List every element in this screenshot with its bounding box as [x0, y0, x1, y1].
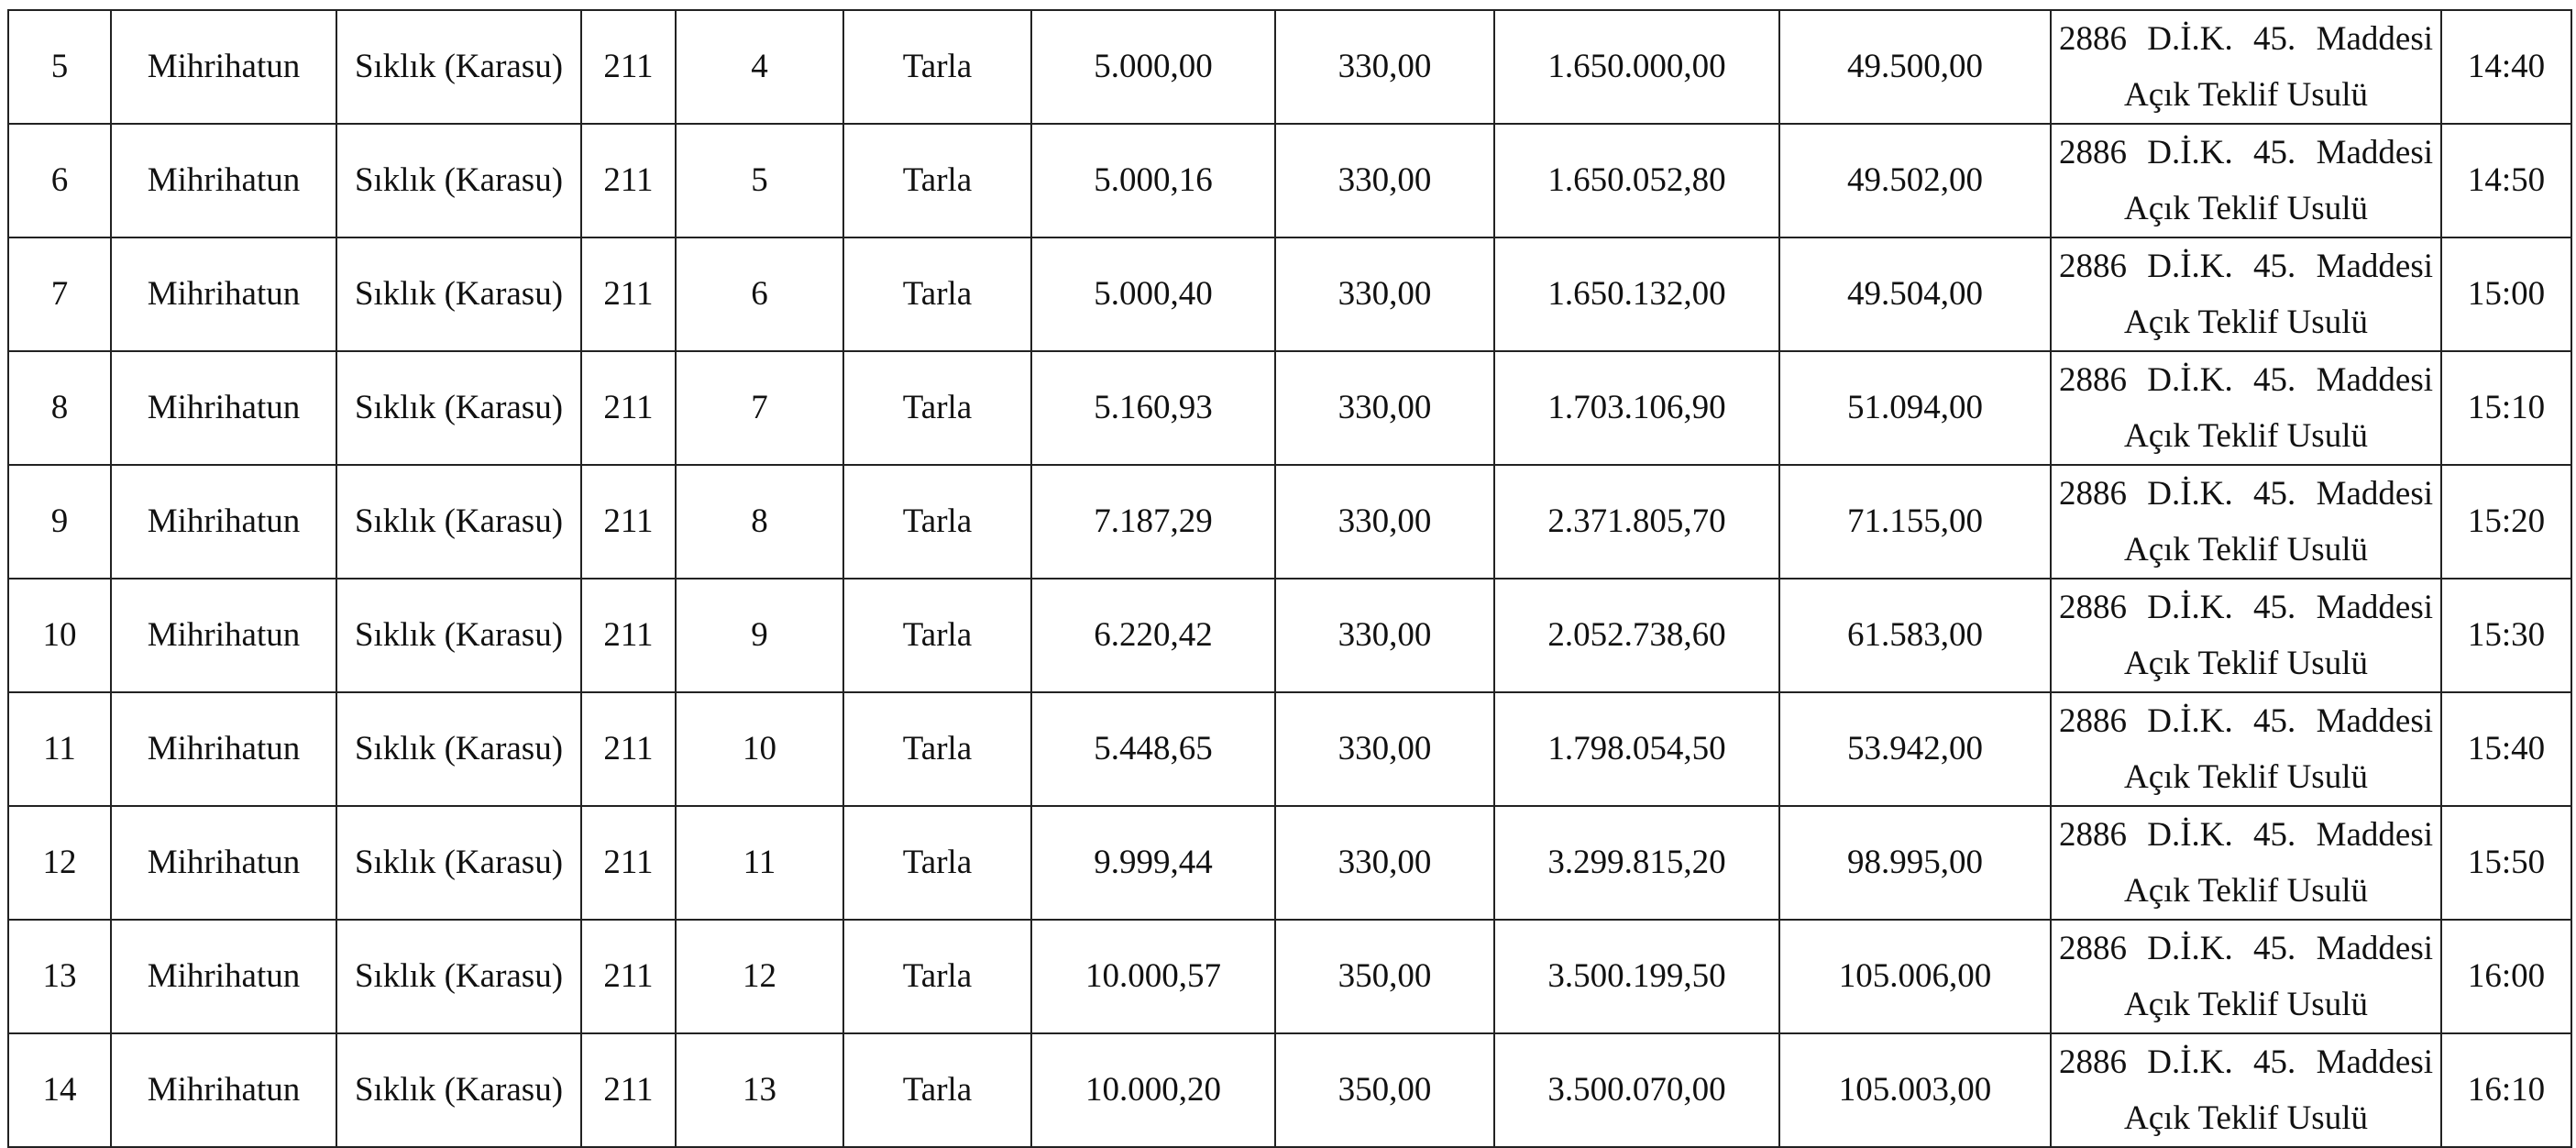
table-row	[8, 351, 2571, 465]
auction-method-line-2: Açık Teklif Usulü	[2124, 645, 2368, 682]
cell-block-number: 211	[581, 1033, 676, 1147]
cell-parcel-number: 6	[676, 237, 843, 351]
cell-row-number: 6	[8, 124, 111, 237]
cell-property-type: Tarla	[843, 124, 1031, 237]
cell-area: 5.160,93	[1031, 351, 1275, 465]
cell-row-number: 13	[8, 920, 111, 1033]
cell-district: Mihrihatun	[111, 237, 336, 351]
auction-method-line-2: Açık Teklif Usulü	[2124, 190, 2368, 227]
auction-method-line-1: 2886 D.İ.K. 45. Maddesi	[2059, 361, 2433, 399]
cell-property-type: Tarla	[843, 1033, 1031, 1147]
cell-parcel-number: 13	[676, 1033, 843, 1147]
cell-district: Mihrihatun	[111, 465, 336, 579]
cell-estimated-value: 2.052.738,60	[1494, 579, 1779, 692]
cell-block-number: 211	[581, 692, 676, 806]
cell-locality: Sıklık (Karasu)	[336, 692, 581, 806]
cell-guarantee: 49.500,00	[1779, 10, 2051, 124]
cell-estimated-value: 1.650.052,80	[1494, 124, 1779, 237]
cell-district: Mihrihatun	[111, 10, 336, 124]
cell-parcel-number: 8	[676, 465, 843, 579]
cell-block-number: 211	[581, 465, 676, 579]
cell-estimated-value: 2.371.805,70	[1494, 465, 1779, 579]
cell-auction-time: 16:00	[2441, 920, 2571, 1033]
cell-row-number: 5	[8, 10, 111, 124]
cell-unit-price: 350,00	[1275, 920, 1494, 1033]
cell-guarantee: 49.504,00	[1779, 237, 2051, 351]
table-row	[8, 579, 2571, 692]
cell-unit-price: 330,00	[1275, 806, 1494, 920]
cell-area: 9.999,44	[1031, 806, 1275, 920]
cell-guarantee: 98.995,00	[1779, 806, 2051, 920]
cell-property-type: Tarla	[843, 806, 1031, 920]
cell-property-type: Tarla	[843, 465, 1031, 579]
table-row	[8, 124, 2571, 237]
cell-parcel-number: 12	[676, 920, 843, 1033]
cell-row-number: 12	[8, 806, 111, 920]
cell-area: 5.000,40	[1031, 237, 1275, 351]
cell-locality: Sıklık (Karasu)	[336, 920, 581, 1033]
table-row	[8, 10, 2571, 124]
parcel-auction-table	[7, 9, 2572, 1148]
cell-property-type: Tarla	[843, 10, 1031, 124]
auction-method-line-1: 2886 D.İ.K. 45. Maddesi	[2059, 20, 2433, 58]
cell-locality: Sıklık (Karasu)	[336, 237, 581, 351]
cell-auction-method	[2051, 692, 2441, 806]
cell-guarantee: 105.006,00	[1779, 920, 2051, 1033]
cell-district: Mihrihatun	[111, 806, 336, 920]
cell-block-number: 211	[581, 920, 676, 1033]
cell-estimated-value: 1.798.054,50	[1494, 692, 1779, 806]
cell-parcel-number: 5	[676, 124, 843, 237]
cell-locality: Sıklık (Karasu)	[336, 10, 581, 124]
cell-auction-method	[2051, 465, 2441, 579]
cell-guarantee: 49.502,00	[1779, 124, 2051, 237]
cell-unit-price: 330,00	[1275, 10, 1494, 124]
cell-unit-price: 350,00	[1275, 1033, 1494, 1147]
cell-row-number: 10	[8, 579, 111, 692]
cell-estimated-value: 3.500.199,50	[1494, 920, 1779, 1033]
cell-area: 10.000,20	[1031, 1033, 1275, 1147]
cell-row-number: 11	[8, 692, 111, 806]
cell-auction-method	[2051, 351, 2441, 465]
cell-locality: Sıklık (Karasu)	[336, 465, 581, 579]
cell-unit-price: 330,00	[1275, 237, 1494, 351]
cell-guarantee: 61.583,00	[1779, 579, 2051, 692]
cell-block-number: 211	[581, 237, 676, 351]
auction-method-line-2: Açık Teklif Usulü	[2124, 986, 2368, 1023]
cell-guarantee: 51.094,00	[1779, 351, 2051, 465]
cell-unit-price: 330,00	[1275, 351, 1494, 465]
auction-method-line-1: 2886 D.İ.K. 45. Maddesi	[2059, 1043, 2433, 1081]
cell-area: 5.000,16	[1031, 124, 1275, 237]
cell-estimated-value: 1.703.106,90	[1494, 351, 1779, 465]
cell-estimated-value: 1.650.000,00	[1494, 10, 1779, 124]
cell-guarantee: 105.003,00	[1779, 1033, 2051, 1147]
cell-locality: Sıklık (Karasu)	[336, 1033, 581, 1147]
auction-method-line-2: Açık Teklif Usulü	[2124, 304, 2368, 341]
cell-row-number: 8	[8, 351, 111, 465]
auction-method-line-1: 2886 D.İ.K. 45. Maddesi	[2059, 475, 2433, 513]
cell-estimated-value: 1.650.132,00	[1494, 237, 1779, 351]
cell-parcel-number: 9	[676, 579, 843, 692]
cell-area: 10.000,57	[1031, 920, 1275, 1033]
cell-block-number: 211	[581, 806, 676, 920]
cell-property-type: Tarla	[843, 579, 1031, 692]
cell-auction-time: 15:50	[2441, 806, 2571, 920]
cell-row-number: 7	[8, 237, 111, 351]
cell-auction-time: 14:40	[2441, 10, 2571, 124]
cell-block-number: 211	[581, 351, 676, 465]
cell-unit-price: 330,00	[1275, 124, 1494, 237]
cell-auction-time: 16:10	[2441, 1033, 2571, 1147]
auction-method-line-2: Açık Teklif Usulü	[2124, 76, 2368, 114]
cell-unit-price: 330,00	[1275, 579, 1494, 692]
cell-district: Mihrihatun	[111, 692, 336, 806]
cell-guarantee: 71.155,00	[1779, 465, 2051, 579]
cell-block-number: 211	[581, 124, 676, 237]
table-body	[8, 10, 2571, 1147]
cell-area: 6.220,42	[1031, 579, 1275, 692]
cell-property-type: Tarla	[843, 237, 1031, 351]
cell-parcel-number: 10	[676, 692, 843, 806]
cell-estimated-value: 3.500.070,00	[1494, 1033, 1779, 1147]
auction-method-line-1: 2886 D.İ.K. 45. Maddesi	[2059, 702, 2433, 740]
table-row	[8, 465, 2571, 579]
cell-district: Mihrihatun	[111, 124, 336, 237]
cell-row-number: 14	[8, 1033, 111, 1147]
cell-auction-method	[2051, 579, 2441, 692]
cell-district: Mihrihatun	[111, 1033, 336, 1147]
cell-locality: Sıklık (Karasu)	[336, 124, 581, 237]
cell-parcel-number: 7	[676, 351, 843, 465]
cell-auction-time: 15:30	[2441, 579, 2571, 692]
cell-row-number: 9	[8, 465, 111, 579]
table-row	[8, 806, 2571, 920]
table-row	[8, 237, 2571, 351]
cell-locality: Sıklık (Karasu)	[336, 351, 581, 465]
auction-method-line-1: 2886 D.İ.K. 45. Maddesi	[2059, 248, 2433, 285]
cell-parcel-number: 4	[676, 10, 843, 124]
cell-auction-method	[2051, 237, 2441, 351]
cell-auction-method	[2051, 124, 2441, 237]
cell-district: Mihrihatun	[111, 351, 336, 465]
cell-property-type: Tarla	[843, 920, 1031, 1033]
cell-auction-time: 15:20	[2441, 465, 2571, 579]
cell-locality: Sıklık (Karasu)	[336, 806, 581, 920]
cell-locality: Sıklık (Karasu)	[336, 579, 581, 692]
table-row	[8, 1033, 2571, 1147]
cell-auction-time: 15:40	[2441, 692, 2571, 806]
cell-parcel-number: 11	[676, 806, 843, 920]
cell-auction-method	[2051, 10, 2441, 124]
auction-method-line-1: 2886 D.İ.K. 45. Maddesi	[2059, 589, 2433, 626]
auction-method-line-1: 2886 D.İ.K. 45. Maddesi	[2059, 816, 2433, 854]
cell-area: 5.000,00	[1031, 10, 1275, 124]
auction-method-line-2: Açık Teklif Usulü	[2124, 417, 2368, 455]
cell-auction-method	[2051, 1033, 2441, 1147]
auction-method-line-1: 2886 D.İ.K. 45. Maddesi	[2059, 134, 2433, 171]
cell-unit-price: 330,00	[1275, 692, 1494, 806]
cell-block-number: 211	[581, 579, 676, 692]
cell-area: 7.187,29	[1031, 465, 1275, 579]
cell-district: Mihrihatun	[111, 920, 336, 1033]
auction-method-line-1: 2886 D.İ.K. 45. Maddesi	[2059, 930, 2433, 967]
auction-method-line-2: Açık Teklif Usulü	[2124, 758, 2368, 796]
cell-block-number: 211	[581, 10, 676, 124]
table-row	[8, 692, 2571, 806]
table-row	[8, 920, 2571, 1033]
cell-auction-time: 14:50	[2441, 124, 2571, 237]
cell-district: Mihrihatun	[111, 579, 336, 692]
cell-auction-time: 15:00	[2441, 237, 2571, 351]
auction-method-line-2: Açık Teklif Usulü	[2124, 531, 2368, 568]
cell-property-type: Tarla	[843, 351, 1031, 465]
cell-estimated-value: 3.299.815,20	[1494, 806, 1779, 920]
cell-auction-method	[2051, 920, 2441, 1033]
auction-method-line-2: Açık Teklif Usulü	[2124, 872, 2368, 910]
cell-auction-method	[2051, 806, 2441, 920]
cell-guarantee: 53.942,00	[1779, 692, 2051, 806]
cell-unit-price: 330,00	[1275, 465, 1494, 579]
auction-method-line-2: Açık Teklif Usulü	[2124, 1099, 2368, 1137]
cell-auction-time: 15:10	[2441, 351, 2571, 465]
cell-property-type: Tarla	[843, 692, 1031, 806]
cell-area: 5.448,65	[1031, 692, 1275, 806]
